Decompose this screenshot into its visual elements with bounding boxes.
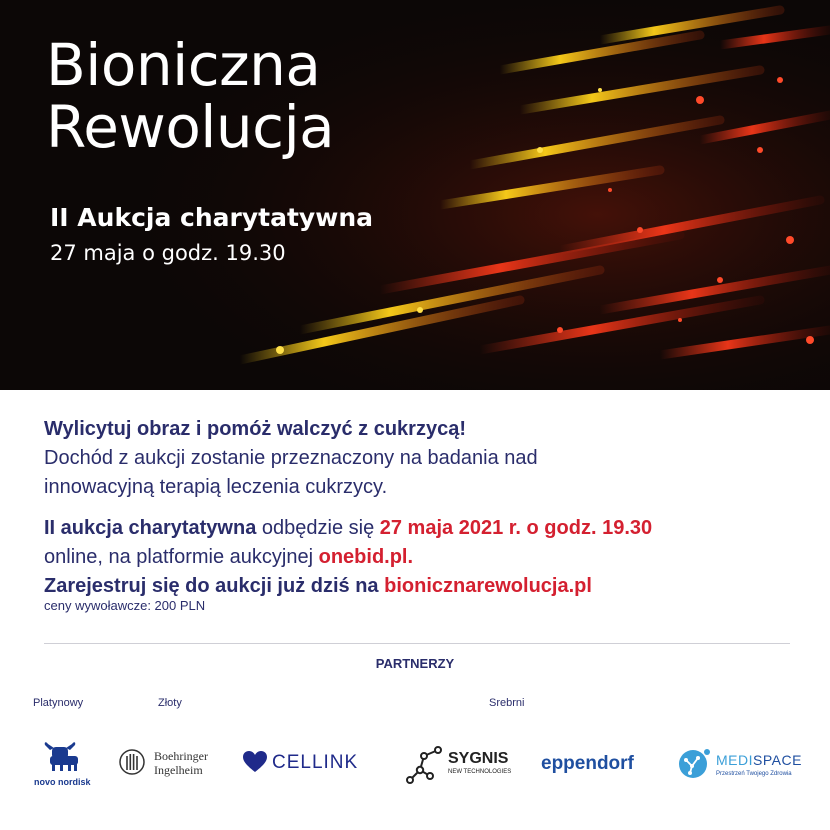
medispace-subtext: Przestrzeń Twojego Zdrowia — [716, 771, 792, 777]
description-line3: innowacyjną terapią leczenia cukrzycy. — [44, 476, 388, 498]
hero-title-line1: Bioniczna — [46, 31, 321, 99]
medispace-text-a: MEDI — [716, 752, 753, 768]
tier-gold: Złoty — [158, 697, 182, 709]
boehringer-icon — [118, 748, 146, 776]
tier-platinum: Platynowy — [33, 697, 84, 709]
platform-link[interactable]: onebid.pl. — [318, 546, 414, 568]
hero-subtitle: II Aukcja charytatywna — [50, 203, 373, 232]
tier-silver: Srebrni — [489, 697, 525, 709]
platform-info — [44, 543, 804, 572]
sygnis-text: SYGNIS — [448, 750, 509, 767]
medispace-logo — [676, 746, 806, 786]
sygnis-logo — [404, 744, 514, 788]
hero-banner — [0, 0, 830, 390]
novo-label: novo nordisk — [34, 777, 91, 787]
price-note: ceny wywoławcze: 200 PLN — [44, 598, 206, 613]
novo-nordisk-logo — [34, 738, 98, 787]
cellink-text: CELLINK — [272, 752, 359, 773]
partners-title: PARTNERZY — [375, 656, 455, 671]
cellink-logo — [242, 750, 382, 776]
description-line2: Dochód z aukcji zostanie przeznaczony na badania nad — [44, 447, 538, 469]
heart-icon — [242, 750, 268, 774]
hero-title — [46, 31, 335, 161]
boehringer-line2: Ingelheim — [154, 763, 203, 777]
medispace-text — [716, 752, 802, 768]
auction-info — [44, 514, 804, 543]
medispace-text-b: SPACE — [753, 752, 802, 768]
description — [44, 415, 804, 601]
register-info — [44, 572, 804, 601]
auction-name: II aukcja charytatywna — [44, 517, 257, 539]
medispace-icon — [676, 746, 712, 782]
boehringer-text — [154, 749, 208, 777]
register-text: Zarejestruj się do aukcji już dziś na — [44, 575, 385, 597]
molecule-icon — [404, 744, 446, 786]
register-link[interactable]: bionicznarewolucja.pl — [384, 575, 592, 597]
boehringer-line1: Boehringer — [154, 749, 208, 763]
boehringer-logo — [118, 748, 218, 780]
headline: Wylicytuj obraz i pomóż walczyć z cukrzycą! — [44, 418, 466, 440]
sygnis-subtext: NEW TECHNOLOGIES — [448, 769, 512, 775]
hero-title-line2: Rewolucja — [46, 93, 335, 161]
divider — [44, 643, 790, 644]
eppendorf-logo: eppendorf — [541, 753, 634, 774]
auction-date: 27 maja 2021 r. o godz. 19.30 — [379, 517, 653, 539]
auction-mid: odbędzie się — [256, 517, 380, 539]
novo-bull-icon — [34, 738, 98, 772]
hero-date: 27 maja o godz. 19.30 — [50, 241, 286, 265]
online-text: online, na platformie aukcyjnej — [44, 546, 319, 568]
